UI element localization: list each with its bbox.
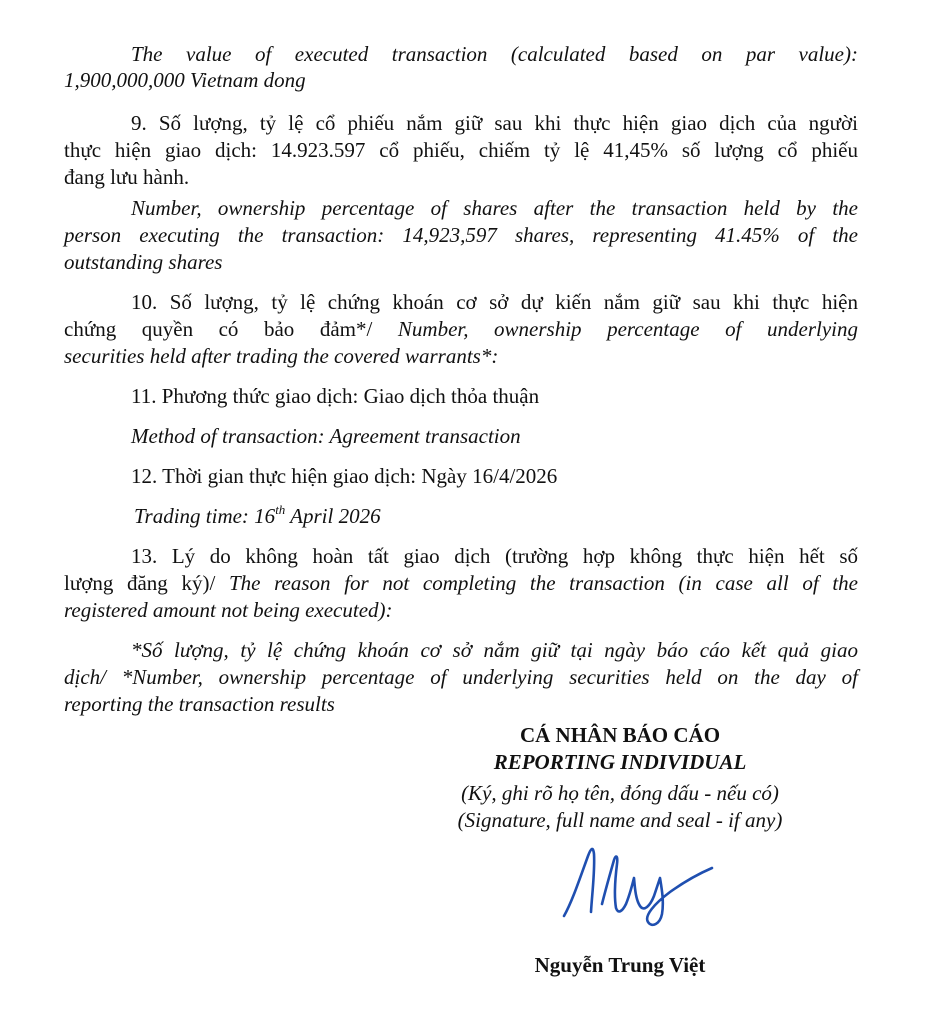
transaction-value-en-line1: The value of executed transaction (calculated based on par value): — [131, 42, 858, 66]
handwritten-signature — [558, 838, 748, 930]
signature-note-en: (Signature, full name and seal - if any) — [457, 808, 783, 832]
item12-en-suffix: April 2026 — [285, 504, 381, 528]
item10-line2-en: Number, ownership percentage of underlying — [397, 317, 858, 341]
item9-en-line1: Number, ownership percentage of shares after the transaction held by the — [131, 196, 858, 220]
item12-en — [134, 503, 381, 529]
item10-line2 — [64, 316, 858, 342]
footnote-line3: reporting the transaction results — [64, 692, 335, 716]
item9-en-line2: person executing the transaction: 14,923,597 shares, representing 41.45% of the — [64, 223, 858, 247]
item13-line1: 13. Lý do không hoàn tất giao dịch (trường hợp không thực hiện hết số — [131, 544, 858, 568]
item9-vi-line3: đang lưu hành. — [64, 165, 190, 189]
footnote-line1: *Số lượng, tỷ lệ chứng khoán cơ sở nắm giữ tại ngày báo cáo kết quả giao — [131, 638, 858, 662]
signature-title-en: REPORTING INDIVIDUAL — [493, 750, 747, 774]
signature-note-vi: (Ký, ghi rõ họ tên, đóng dấu - nếu có) — [461, 781, 779, 805]
item10-line2-vi: chứng quyền có bảo đảm*/ — [64, 317, 373, 341]
item10-line3: securities held after trading the covered warrants*: — [64, 344, 499, 368]
item9-vi-line2: thực hiện giao dịch: 14.923.597 cổ phiếu, chiếm tỷ lệ 41,45% số lượng cổ phiếu — [64, 138, 858, 162]
item13-line2-vi: lượng đăng ký)/ — [64, 571, 216, 595]
transaction-value-en-line2: 1,900,000,000 Vietnam dong — [64, 68, 306, 92]
signer-name: Nguyễn Trung Việt — [534, 953, 706, 977]
item12-vi: 12. Thời gian thực hiện giao dịch: Ngày 16/4/2026 — [131, 464, 558, 488]
item10-line1: 10. Số lượng, tỷ lệ chứng khoán cơ sở dự kiến nắm giữ sau khi thực hiện — [131, 290, 858, 314]
item9-vi-line1: 9. Số lượng, tỷ lệ cổ phiếu nắm giữ sau khi thực hiện giao dịch của người — [131, 111, 858, 135]
item9-en-line3: outstanding shares — [64, 250, 223, 274]
item13-line2 — [64, 570, 858, 596]
item12-en-sup: th — [275, 502, 286, 517]
signature-title-vi: CÁ NHÂN BÁO CÁO — [519, 723, 721, 747]
item12-en-prefix: Trading time: 16 — [134, 504, 276, 528]
footnote-line2: dịch/ *Number, ownership percentage of underlying securities held on the day of — [64, 665, 858, 689]
item11-en: Method of transaction: Agreement transaction — [131, 424, 521, 448]
item13-line2-en: The reason for not completing the transaction (in case all of the — [228, 571, 858, 595]
item13-line3: registered amount not being executed): — [64, 598, 393, 622]
item11-vi: 11. Phương thức giao dịch: Giao dịch thỏa thuận — [131, 384, 540, 408]
